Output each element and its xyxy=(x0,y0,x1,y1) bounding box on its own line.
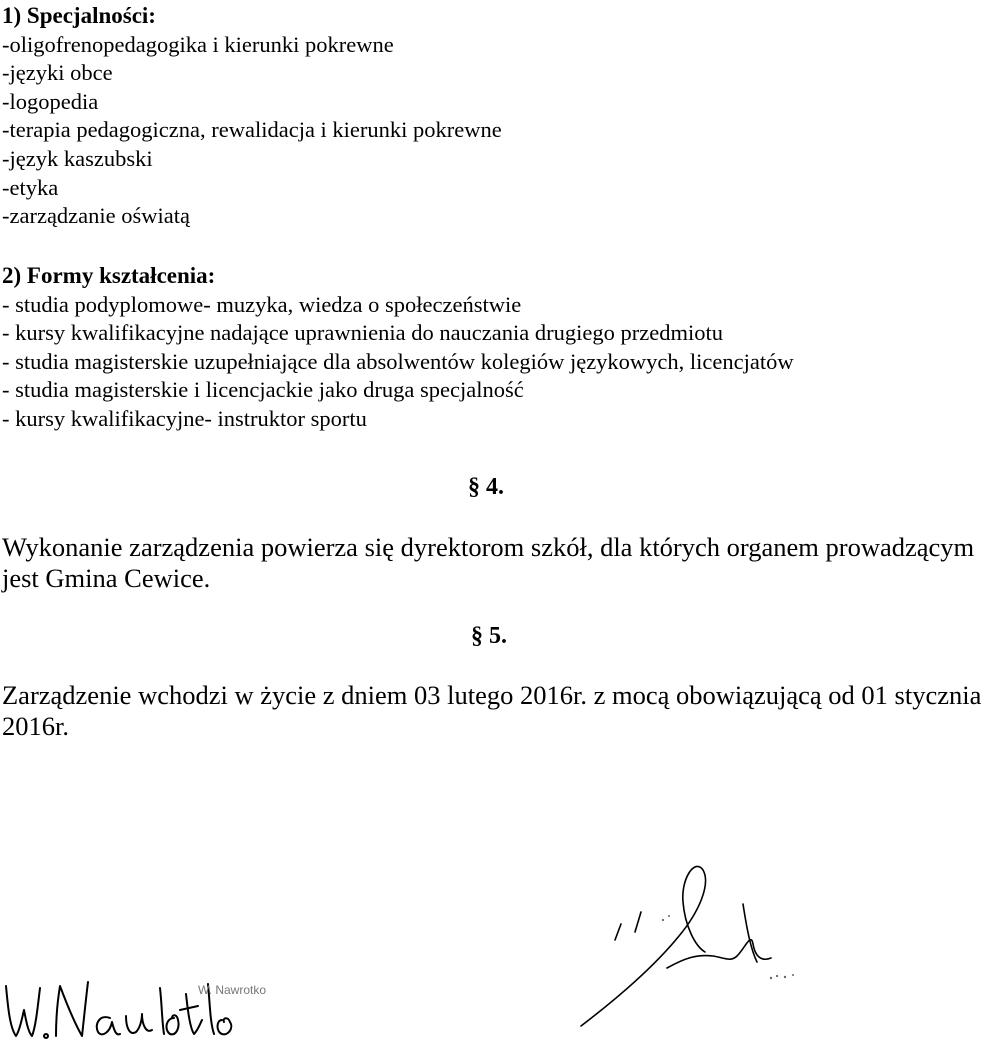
list-item: - studia magisterskie i licencjackie jako druga specjalność xyxy=(2,377,524,403)
list-item: - studia magisterskie uzupełniające dla absolwentów kolegiów językowych, licencjatów xyxy=(2,348,794,374)
specialties-heading: 1) Specjalności: xyxy=(2,3,156,28)
list-item: - kursy kwalifikacyjne nadające uprawnienia do nauczania drugiego przedmiotu xyxy=(2,320,723,346)
list-item: -zarządzanie oświatą xyxy=(2,203,190,229)
signature-left xyxy=(2,958,267,1047)
forms-section xyxy=(2,262,960,434)
section-4-sign: § 4. xyxy=(468,474,504,500)
list-item: -język kaszubski xyxy=(2,145,153,171)
specialties-section xyxy=(2,2,960,231)
list-item: -etyka xyxy=(2,174,59,200)
paragraph-line: Wykonanie zarządzenia powierza się dyrektorom szkół, dla których organem prowadzącym xyxy=(2,532,975,562)
section-5-sign: § 5. xyxy=(471,623,507,649)
list-item: - kursy kwalifikacyjne- instruktor sportu xyxy=(2,405,367,431)
paragraph-line: 2016r. xyxy=(2,711,69,741)
signature-right xyxy=(575,840,805,1040)
section-4-text xyxy=(2,532,975,594)
paragraph-line: Zarządzenie wchodzi w życie z dniem 03 lutego 2016r. z mocą obowiązującą od 01 stycznia xyxy=(2,680,981,710)
list-item: -terapia pedagogiczna, rewalidacja i kierunki pokrewne xyxy=(2,117,502,143)
svg-text:W. Nawrotko: W. Nawrotko xyxy=(198,983,267,997)
list-item: -logopedia xyxy=(2,88,99,114)
list-item: - studia podyplomowe- muzyka, wiedza o społeczeństwie xyxy=(2,291,522,317)
paragraph-line: jest Gmina Cewice. xyxy=(2,563,211,593)
section-5-text xyxy=(2,680,981,742)
list-item: -oligofrenopedagogika i kierunki pokrewne xyxy=(2,31,394,57)
forms-heading: 2) Formy kształcenia: xyxy=(2,263,216,288)
list-item: -języki obce xyxy=(2,60,113,86)
